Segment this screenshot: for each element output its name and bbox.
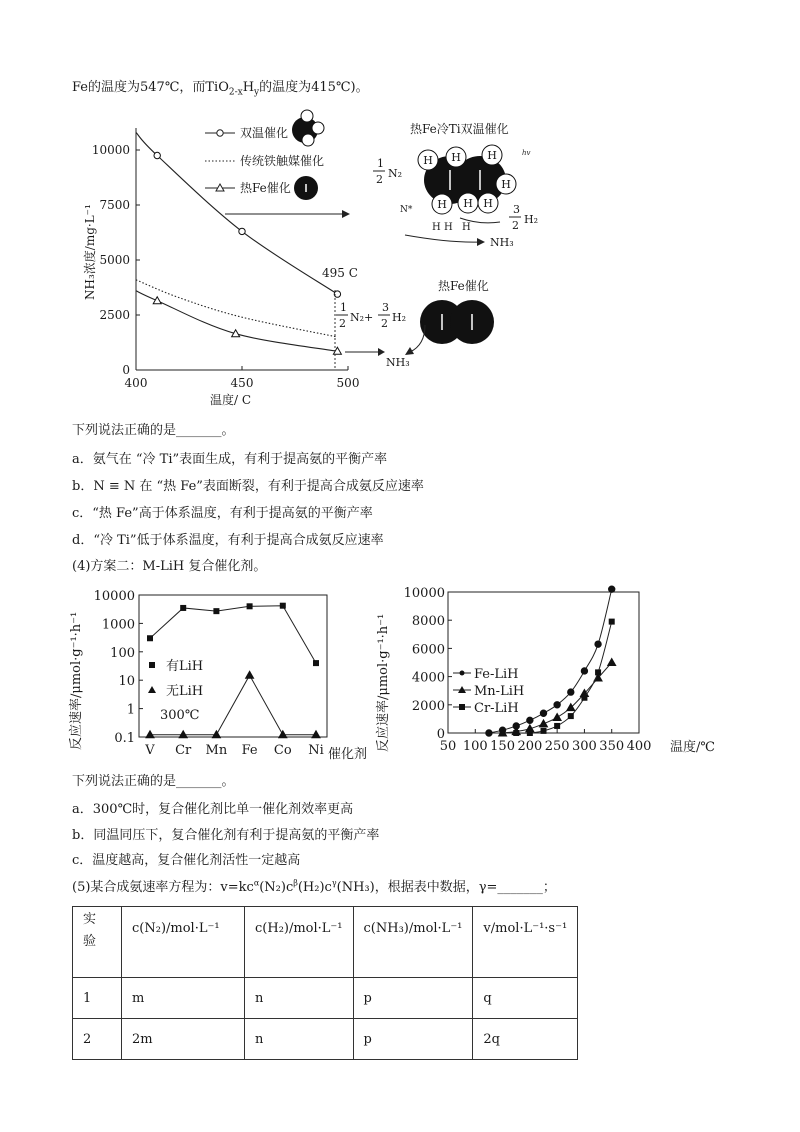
fig2-y-tick-label: 10000	[93, 589, 135, 604]
fig3-data-point	[486, 730, 492, 736]
legend-label-3: 热Fe催化	[240, 181, 291, 195]
fig2-annotation: 300℃	[160, 708, 200, 723]
plan2-line: (4)方案二：M-LiH 复合催化剂。	[72, 559, 267, 574]
q4b-prompt-text: 下列说法正确的是	[72, 774, 177, 789]
fig1-y-tick-label: 5000	[99, 253, 130, 267]
fig3-data-point	[568, 713, 574, 719]
q4-option-b: b．N ≡ N 在 “热 Fe”表面断裂，有利于提高合成氨反应速率	[72, 479, 424, 494]
fig1-x-tick-label: 400	[124, 376, 148, 390]
lower-eq-n2: N₂+	[350, 311, 374, 324]
table-cell: 2q	[473, 1019, 578, 1060]
q5-n2: (N₂)c	[259, 880, 294, 895]
fig3-data-point	[527, 730, 533, 736]
fig3-data-point	[581, 668, 587, 674]
chem-sub-2: y	[254, 87, 260, 98]
fig1-495-label: 495 C	[322, 266, 358, 280]
upper-n2: N₂	[388, 167, 403, 180]
fig3-data-point	[609, 586, 615, 592]
chem-tio: TiO	[205, 80, 229, 95]
table-header-cell: v/mol·L⁻¹·s⁻¹	[473, 907, 578, 978]
figure2	[60, 580, 368, 762]
fig2-x-tick-label: Mn	[205, 743, 228, 758]
fig3-legend-2: Mn-LiH	[474, 684, 525, 699]
lower-nh3: NH₃	[386, 356, 410, 369]
fig2-y-tick-label: 0.1	[114, 731, 135, 746]
fig2-x-tick-label: Co	[273, 743, 292, 758]
fig3-data-point	[554, 702, 560, 708]
fig1-y-tick-label: 7500	[99, 198, 130, 212]
fig3-data-point	[513, 730, 519, 736]
upper-hv: hv	[522, 149, 531, 157]
fig3-data-point	[609, 619, 615, 625]
table-header-cell: c(N₂)/mol·L⁻¹	[122, 907, 245, 978]
h-small-label: H	[432, 222, 441, 233]
h-atom-label: H	[463, 197, 473, 210]
q4-option-a: a．氨气在 “冷 Ti”表面生成，有利于提高氨的平衡产率	[72, 452, 388, 467]
fig2-x-tick-label: Cr	[175, 743, 192, 758]
table-cell: 2	[73, 1019, 122, 1060]
upper-frac-den: 2	[376, 173, 383, 186]
fig3-x-tick-label: 250	[544, 739, 570, 754]
table-cell: q	[473, 978, 578, 1019]
lower-frac1-num: 1	[340, 301, 347, 314]
upper-frac-num: 1	[377, 157, 384, 170]
h-small-label: H	[444, 222, 453, 233]
q4b-option-b: b．同温同压下，复合催化剂有利于提高氨的平衡产率	[72, 828, 380, 843]
h-small-label: H	[462, 222, 471, 233]
table-cell: n	[245, 978, 354, 1019]
lower-scheme-title: 热Fe催化	[438, 279, 489, 293]
q4-option-d: d．“冷 Ti”低于体系温度，有利于提高合成氨反应速率	[72, 533, 384, 548]
fig2-x-tick-label: V	[145, 743, 155, 758]
q4-prompt-end: 。	[221, 423, 235, 438]
h-atom-label: H	[423, 154, 433, 167]
h-atom-label: H	[483, 197, 493, 210]
q4-prompt	[72, 419, 235, 438]
table-row	[73, 978, 578, 1019]
fig2-data-point	[212, 731, 220, 738]
table-header-cell: c(NH₃)/mol·L⁻¹	[353, 907, 473, 978]
fig3-y-tick-label: 6000	[411, 642, 445, 658]
fig1-series-line	[136, 291, 337, 352]
fig3-y-tick-label: 0	[436, 727, 445, 742]
table-header-cell: c(H₂)/mol·L⁻¹	[245, 907, 354, 978]
figure1	[60, 100, 760, 420]
h-atom-label: H	[487, 149, 497, 162]
intro-line	[72, 76, 369, 98]
rate-table	[72, 906, 578, 1060]
lower-frac1-den: 2	[339, 317, 346, 330]
fig3-y-tick-label: 2000	[411, 698, 445, 714]
upper-nh3: NH₃	[490, 236, 514, 249]
fig2-legend	[148, 659, 203, 723]
fig1-y-tick-label: 2500	[99, 308, 130, 322]
fig3-y-tick-label: 4000	[411, 670, 445, 686]
fig2-y-label: 反应速率/μmol·g⁻¹·h⁻¹	[69, 611, 84, 750]
fig1-y-label: NH₃浓度/mg·L⁻¹	[83, 204, 97, 300]
upper-nstar: N*	[400, 205, 413, 215]
fig3-y-tick-label: 10000	[403, 586, 445, 601]
table-header-row	[73, 907, 578, 978]
fig2-data-point	[313, 660, 319, 666]
table-cell: 1	[73, 978, 122, 1019]
legend-label-2: 传统铁触媒催化	[240, 154, 325, 168]
q4-answer-blank[interactable]: _______	[176, 423, 222, 438]
fig1-series-line	[136, 280, 337, 337]
fig2-data-point	[247, 603, 253, 609]
fig3-data-point	[608, 659, 616, 666]
upper-h2: H₂	[524, 213, 539, 226]
q5-sup-gamma: γ	[331, 878, 337, 888]
fig2-y-tick-label: 1000	[101, 617, 135, 633]
fig2-data-point	[146, 731, 154, 738]
q4-option-c: c．“热 Fe”高于体系温度，有利于提高氨的平衡产率	[72, 506, 373, 521]
upper-scheme-title: 热Fe冷Ti双温催化	[410, 122, 509, 136]
fig1-data-point	[239, 228, 245, 234]
q5-text: (5)某合成氨速率方程为：v=kc	[72, 880, 254, 895]
legend-circle-marker	[217, 130, 223, 136]
fig3-data-point	[540, 710, 546, 716]
fig3-x-tick-label: 50	[439, 739, 457, 754]
q4b-prompt-end: 。	[221, 774, 235, 789]
fig2-data-point	[280, 603, 286, 609]
lower-frac2-den: 2	[381, 317, 388, 330]
fig2-legend-1: 有LiH	[166, 659, 204, 674]
fig2-x-label: 催化剂	[328, 747, 368, 762]
fig1-x-tick-label: 500	[336, 376, 360, 390]
fig3-x-label: 温度/℃	[670, 740, 715, 755]
fig3-legend-1: Fe-LiH	[474, 667, 519, 682]
intro-text-1: Fe的温度为547℃，而	[72, 80, 206, 95]
fig3-data-point	[554, 723, 560, 729]
upper-frac2-den: 2	[512, 219, 519, 232]
lower-frac2-num: 3	[382, 301, 389, 314]
upper-frac2-num: 3	[513, 203, 520, 216]
fig1-y-ticks	[92, 143, 140, 377]
table-cell: m	[122, 978, 245, 1019]
fig2-data-point	[246, 671, 254, 678]
fig3-data-point	[595, 669, 601, 675]
fig2-x-tick-label: Ni	[308, 743, 324, 758]
q5-line	[72, 876, 556, 895]
fig3-data-point	[595, 641, 601, 647]
h-atom-label: H	[451, 151, 461, 164]
q5-answer-blank[interactable]: _______	[497, 880, 543, 895]
table-cell: 2m	[122, 1019, 245, 1060]
fig3-data-point	[540, 720, 548, 727]
fig2-data-point	[180, 605, 186, 611]
q4-prompt-text: 下列说法正确的是	[72, 423, 177, 438]
table-row	[73, 1019, 578, 1060]
fig2-data-point	[147, 635, 153, 641]
q4b-option-a: a．300℃时，复合催化剂比单一催化剂效率更高	[72, 802, 354, 817]
fig1-y-tick-label: 0	[122, 363, 130, 377]
fig2-data-point	[312, 731, 320, 738]
q5-sup-beta: β	[293, 878, 298, 888]
lower-catalyst	[420, 300, 494, 344]
fig3-data-point	[541, 728, 547, 734]
fig2-data-point	[213, 608, 219, 614]
q4b-prompt	[72, 770, 235, 789]
fig1-legend	[205, 110, 324, 200]
fig2-y-tick-label: 100	[110, 645, 135, 661]
table-cell: p	[353, 978, 473, 1019]
fig3-data-point	[527, 717, 533, 723]
fig3-x-tick-label: 300	[572, 739, 597, 754]
fig3-data-point	[568, 689, 574, 695]
table-header-cell: 实 验	[73, 907, 122, 978]
lower-eq-h2: H₂	[392, 311, 407, 324]
fig3-data-point	[581, 695, 587, 701]
fig3-y-tick-label: 8000	[411, 614, 445, 630]
q5-nh3: (NH₃)，根据表中数据，γ=	[336, 880, 498, 895]
fig2-y-tick-label: 1	[126, 702, 135, 718]
figure3	[370, 570, 740, 760]
table-cell: p	[353, 1019, 473, 1060]
fig1-x-tick-label: 450	[230, 376, 254, 390]
q5-sup-alpha: α	[253, 878, 260, 888]
fig2-axis	[94, 589, 324, 758]
intro-text-2: 的温度为415℃)。	[259, 80, 369, 95]
q4b-option-c: c．温度越高，复合催化剂活性一定越高	[72, 853, 301, 868]
fig3-x-tick-label: 400	[626, 739, 652, 754]
fig1-data-point	[154, 152, 160, 158]
q4b-answer-blank[interactable]: _______	[176, 774, 222, 789]
h-atom-label: H	[437, 198, 447, 211]
fig1-data-point	[153, 297, 161, 304]
fig2-y-tick-label: 10	[118, 674, 135, 690]
fig3-x-tick-label: 150	[490, 739, 515, 754]
fig3-x-tick-label: 100	[462, 739, 488, 754]
fig3-data-point	[553, 713, 561, 720]
fig2-data-point	[279, 731, 287, 738]
fig1-y-tick-label: 10000	[91, 143, 130, 157]
chem-sub-1: 2-x	[228, 87, 243, 98]
q5-h2: (H₂)c	[297, 880, 332, 895]
h-atom-label: H	[501, 178, 511, 191]
fig3-x-tick-label: 200	[517, 739, 543, 754]
legend-label-1: 双温催化	[240, 126, 289, 140]
fig3-x-tick-label: 350	[599, 739, 625, 754]
fig1-x-label: 温度/ C	[210, 393, 252, 407]
fig3-legend	[453, 667, 524, 716]
fig3-y-label: 反应速率/μmol·g⁻¹·h⁻¹	[376, 613, 391, 752]
table-cell: n	[245, 1019, 354, 1060]
fig2-legend-2: 无LiH	[166, 684, 204, 699]
fig3-legend-3: Cr-LiH	[474, 701, 519, 716]
chem-h: H	[242, 80, 255, 95]
fig2-data-point	[179, 731, 187, 738]
q5-end: ；	[542, 880, 556, 895]
fig2-series-line	[150, 606, 316, 663]
fig2-x-tick-label: Fe	[241, 743, 258, 758]
